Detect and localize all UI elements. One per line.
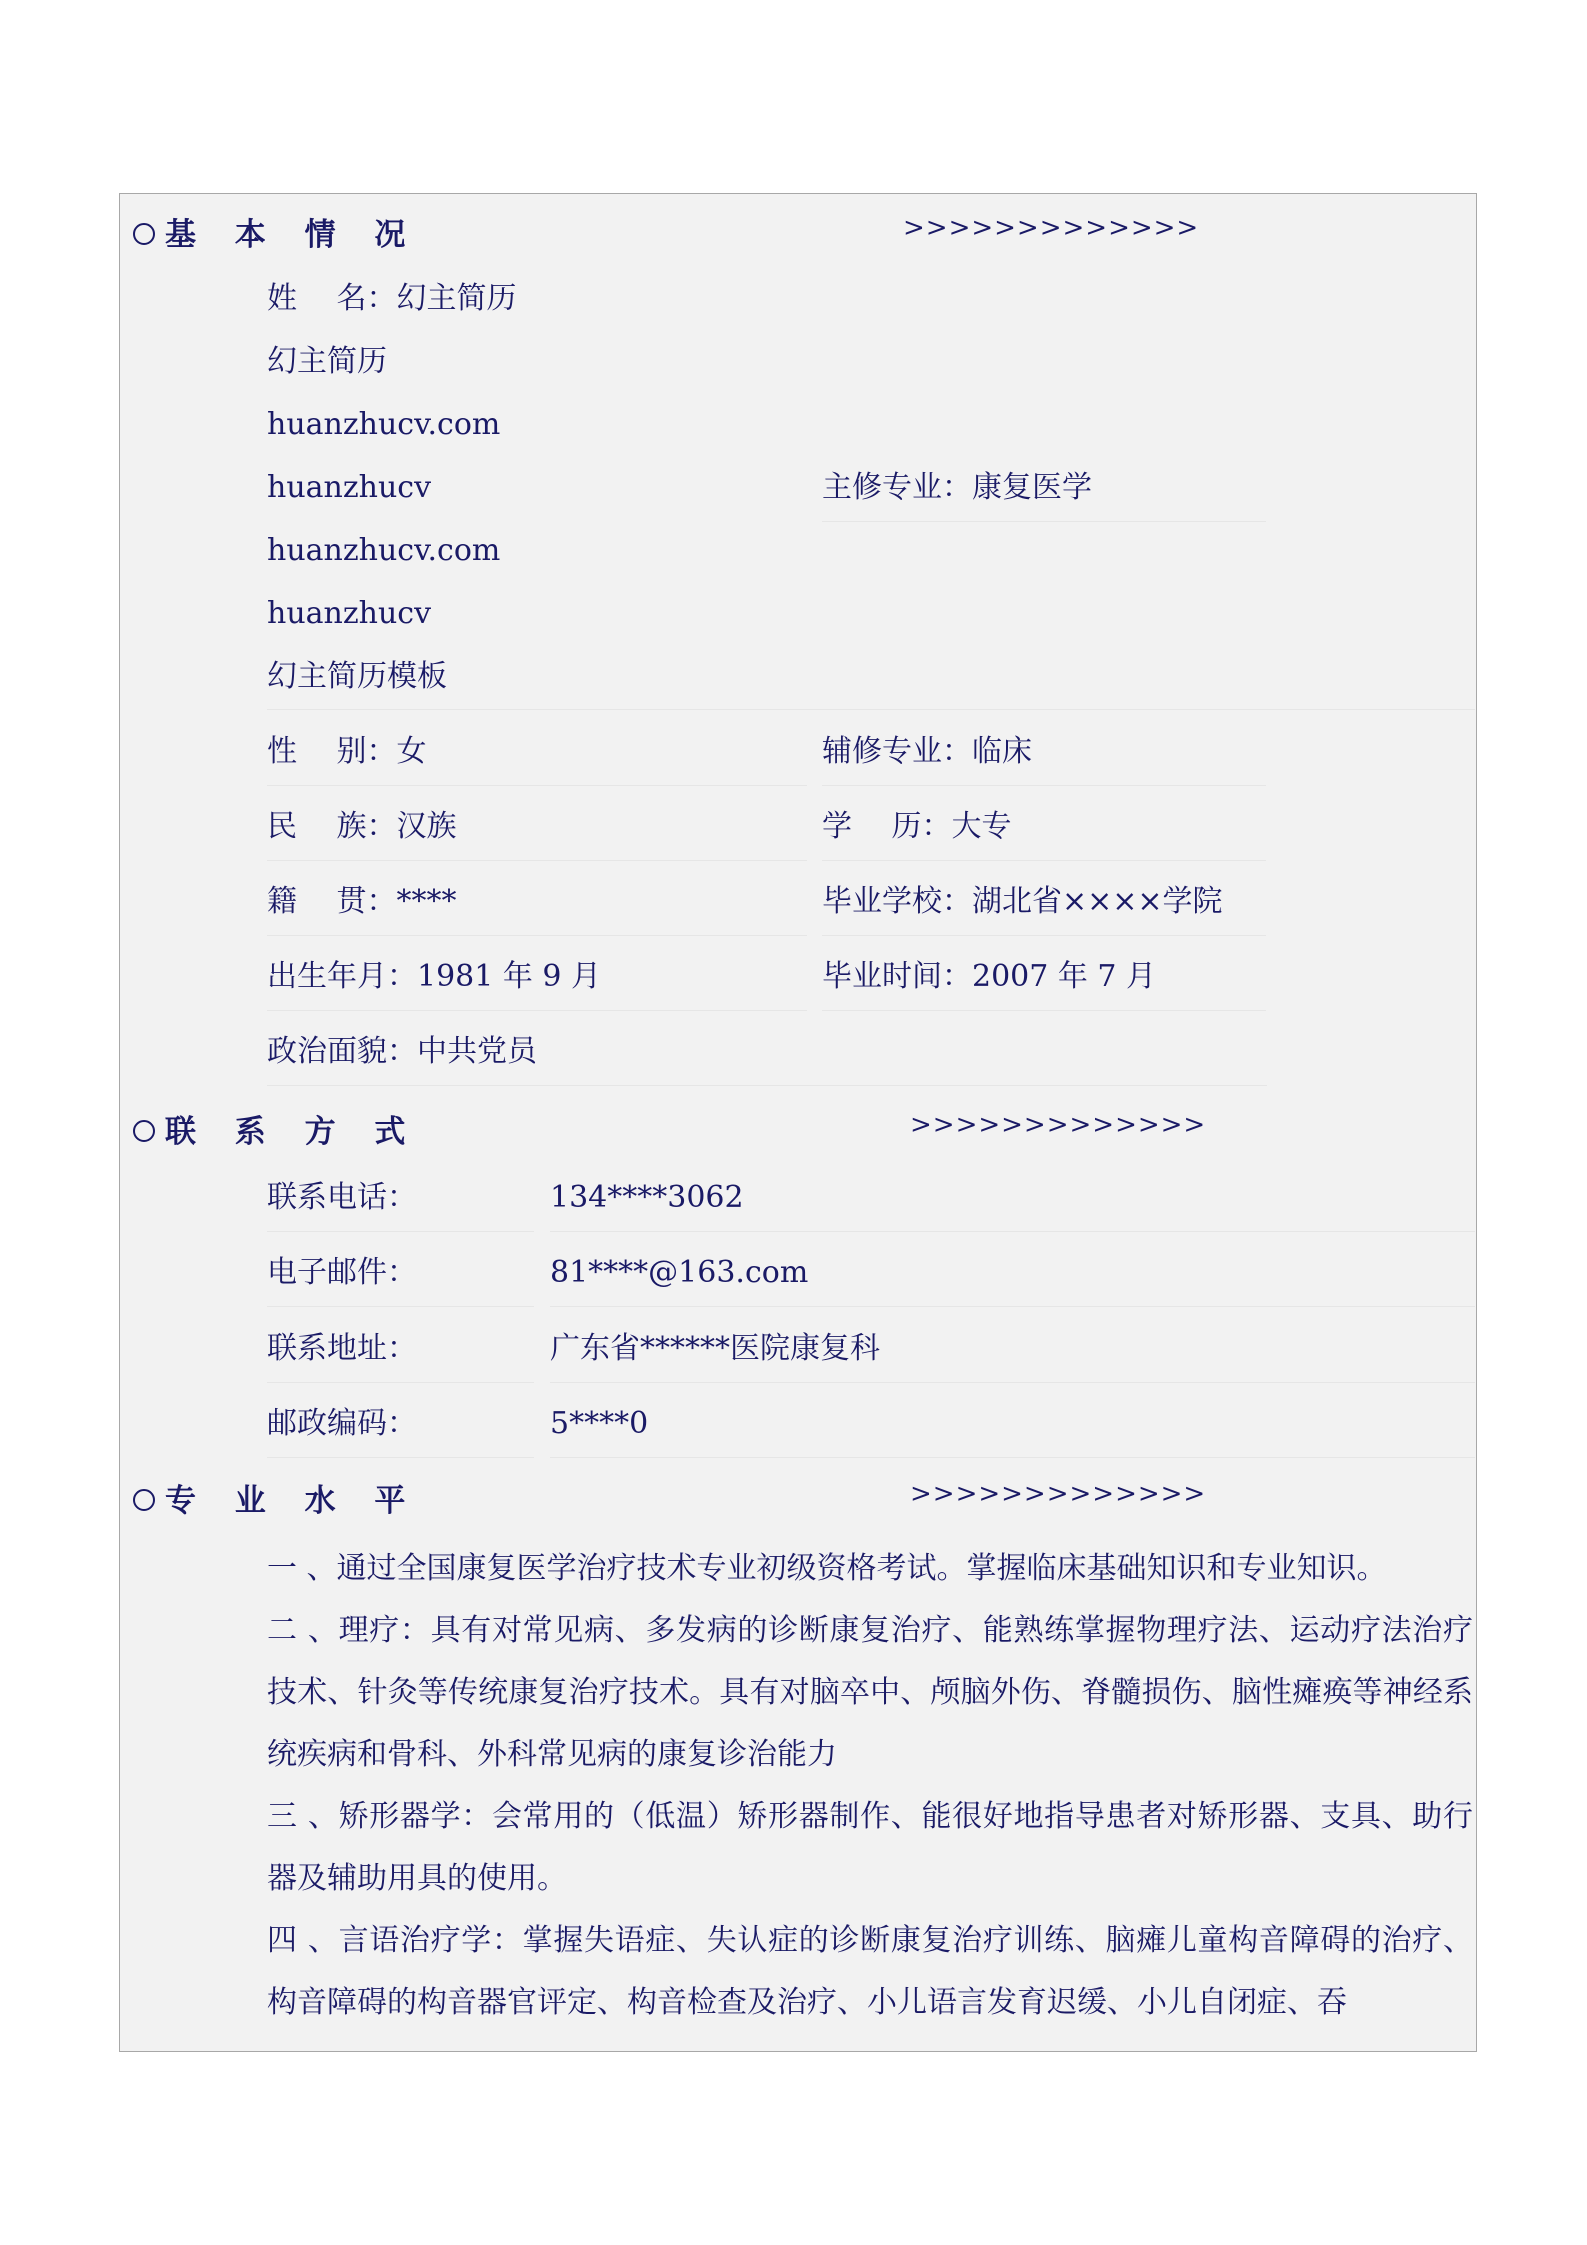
address-value: 广东省******医院康复科	[550, 1331, 880, 1366]
skills-paragraph-2: 二 、理疗：具有对常见病、多发病的诊断康复治疗、能熟练掌握物理疗法、运动疗法治疗技术、针灸等传统康复治疗技术。具有对脑卒中、颅脑外伤、脊髓损伤、脑性瘫痪等神经系统疾病和骨科、外科常见病的康复诊治能力	[267, 1613, 1473, 1772]
text-line: 幻主简历模板	[267, 659, 447, 694]
circle-bullet-icon	[133, 1120, 155, 1142]
skills-paragraph-3: 三 、矫形器学：会常用的（低温）矫形器制作、能很好地指导患者对矫形器、支具、助行器及辅助用具的使用。	[267, 1799, 1473, 1896]
section-skills-title: 专 业 水 平	[133, 1475, 419, 1520]
education-field: 学 历：大专	[822, 809, 1012, 844]
name-field: 姓 名：幻主简历	[267, 281, 517, 316]
ethnicity-field: 民 族：汉族	[267, 809, 457, 844]
circle-bullet-icon	[133, 223, 155, 245]
phone-label: 联系电话：	[267, 1180, 417, 1215]
text-line: huanzhucv.com	[267, 407, 501, 442]
text-line: 幻主简历	[267, 344, 387, 379]
section-skills-arrows: >>>>>>>>>>>>>	[910, 1479, 1207, 1509]
circle-bullet-icon	[133, 1489, 155, 1511]
birth-field: 出生年月：1981 年 9 月	[267, 959, 602, 994]
email-label: 电子邮件：	[267, 1255, 417, 1290]
skills-paragraph-4: 四 、言语治疗学：掌握失语症、失认症的诊断康复治疗训练、脑瘫儿童构音障碍的治疗、构音障碍的构音器官评定、构音检查及治疗、小儿语言发育迟缓、小儿自闭症、吞	[267, 1923, 1473, 2020]
major-field: 主修专业：康复医学	[822, 470, 1092, 505]
section-contact-title: 联 系 方 式	[133, 1106, 419, 1151]
skills-paragraph-1: 一 、通过全国康复医学治疗技术专业初级资格考试。掌握临床基础知识和专业知识。	[267, 1551, 1387, 1586]
section-basic-arrows: >>>>>>>>>>>>>	[903, 213, 1200, 243]
text-line: huanzhucv	[267, 470, 432, 505]
school-field: 毕业学校：湖北省××××学院	[822, 884, 1223, 919]
section-contact-arrows: >>>>>>>>>>>>>	[910, 1110, 1207, 1140]
origin-field: 籍 贯：****	[267, 884, 457, 919]
address-label: 联系地址：	[267, 1331, 417, 1366]
email-value: 81****@163.com	[550, 1255, 809, 1290]
postcode-label: 邮政编码：	[267, 1406, 417, 1441]
gender-field: 性 别：女	[267, 734, 427, 769]
skills-body	[267, 1538, 1473, 2048]
postcode-value: 5****0	[550, 1406, 649, 1441]
politics-field: 政治面貌：中共党员	[267, 1034, 537, 1069]
minor-field: 辅修专业：临床	[822, 734, 1032, 769]
text-line: huanzhucv.com	[267, 533, 501, 568]
text-line: huanzhucv	[267, 596, 432, 631]
phone-value: 134****3062	[550, 1180, 744, 1215]
section-basic-info-title: 基 本 情 况	[133, 209, 419, 254]
grad-time-field: 毕业时间：2007 年 7 月	[822, 959, 1157, 994]
